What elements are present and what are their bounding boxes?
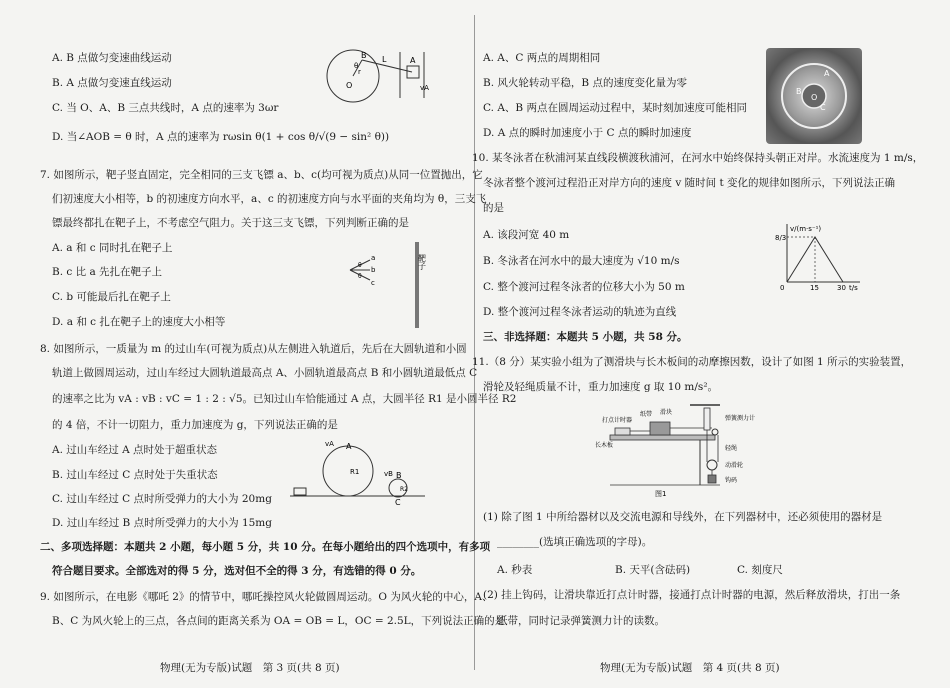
fig9-label-o: O — [811, 93, 818, 102]
fig11-caption: 图1 — [655, 490, 667, 498]
q7-line-1: 7. 如图所示，靶子竖直固定，完全相同的三支飞镖 a、b、c(均可视为质点)从同一位置抛出，它 — [40, 169, 483, 181]
fig8-label-vb: vB — [384, 470, 393, 478]
q8-option-d: D. 过山车经过 B 点时所受弹力的大小为 15mg — [52, 517, 272, 529]
fig11-label-tape: 纸带 — [640, 411, 653, 418]
q9-figure — [766, 48, 862, 144]
q11-part2-line-1: (2) 挂上钩码，让滑块靠近打点计时器，接通打点计时器的电源，然后释放滑块，打出一条 — [483, 589, 901, 601]
q9-line-2: B、C 为风火轮上的三点，各点间的距离关系为 OA = OB = L，OC = 2.5L，下列说法正确的是 — [52, 615, 506, 627]
q9-option-b: B. 风火轮转动平稳，B 点的速度变化量为零 — [483, 77, 687, 89]
q10-line-3: 的是 — [483, 202, 504, 214]
left-footer: 物理(无为专版)试题 第 3 页(共 8 页) — [160, 662, 340, 674]
q11-choice-c: C. 刻度尺 — [737, 564, 783, 576]
q7-option-c: C. b 可能最后扎在靶子上 — [52, 291, 171, 303]
q10-line-2: 冬泳者整个渡河过程沿正对岸方向的速度 v 随时间 t 变化的规律如图所示，下列说法正确 — [483, 177, 896, 189]
q8-line-1: 8. 如图所示，一质量为 m 的过山车(可视为质点)从左侧进入轨道后，先后在大圆轨道和小圆 — [40, 343, 467, 355]
q10-line-1: 10. 某冬泳者在秋浦河某直线段横渡秋浦河，在河水中始终保持头朝正对岸。水流速度为 1 m/s， — [472, 152, 924, 164]
fig6-label-o: O — [346, 81, 353, 90]
fig8-label-va: vA — [325, 440, 334, 448]
fig9-label-a: A — [824, 69, 830, 78]
graph10-xtick-15: 15 — [810, 284, 819, 292]
q7-line-2: 们初速度大小相等，b 的初速度方向水平，a、c 的初速度方向与水平面的夹角均为 θ，三支飞 — [52, 193, 487, 205]
fig7-label-theta-2: θ — [358, 273, 362, 280]
fig7-label-a: a — [371, 254, 376, 262]
wheel-photo — [766, 48, 862, 144]
q11-blank: ________(选填正确选项的字母)。 — [497, 536, 653, 548]
fig7-label-target: 靶子 — [417, 254, 427, 270]
graph10-ylabel: v/(m·s⁻¹) — [790, 225, 822, 233]
q7-line-3: 镖最终都扎在靶子上，不考虑空气阻力。关于这三支飞镖，下列判断正确的是 — [52, 217, 409, 229]
q9-option-a: A. A、C 两点的周期相同 — [483, 52, 601, 64]
q10-option-a: A. 该段河宽 40 m — [483, 229, 570, 241]
q10-option-b: B. 冬泳者在河水中的最大速度为 √10 m/s — [483, 255, 680, 267]
fig8-label-b: B — [396, 471, 402, 480]
q11-part1: (1) 除了图 1 中所给器材以及交流电源和导线外，在下列器材中，还必须使用的器材是 — [483, 511, 883, 523]
section-3-header: 三、非选择题：本题共 5 小题，共 58 分。 — [483, 331, 688, 343]
fig8-label-c: C — [395, 498, 401, 507]
graph10-xtick-0: 0 — [780, 284, 785, 292]
q6-option-d: D. 当∠AOB = θ 时，A 点的速率为 rωsin θ(1 + cos θ/√(9 − sin² θ)) — [52, 131, 390, 143]
fig11-label-slider: 滑块 — [660, 409, 673, 416]
fig9-label-b: B — [796, 87, 802, 96]
fig11-label-timer: 打点计时器 — [602, 417, 633, 424]
q11-choice-b: B. 天平(含砝码) — [615, 564, 691, 576]
fig8-label-a: A — [346, 442, 352, 451]
q8-line-3: 的速率之比为 vA : vB : vC = 1 : 2 : √5。已知过山车恰能通过 A 点，大圆半径 R1 是小圆半径 R2 — [52, 393, 517, 405]
fig6-label-a: A — [410, 56, 416, 65]
fig6-label-r: r — [358, 68, 361, 76]
fig11-label-weight: 钩码 — [725, 477, 738, 484]
q9-line-1: 9. 如图所示，在电影《哪吒 2》的情节中，哪吒操控风火轮做圆周运动。O 为风火轮的中心，A、 — [40, 591, 493, 603]
q8-line-4: 的 4 倍，不计一切阻力，重力加速度为 g，下列说法正确的是 — [52, 419, 338, 431]
graph10-xlabel: t/s — [849, 284, 858, 292]
fig8-label-r1: R1 — [350, 468, 360, 476]
q8-line-2: 轨道上做圆周运动，过山车经过大圆轨道最高点 A、小圆轨道最高点 B 和小圆轨道最低点 C — [52, 367, 478, 379]
right-page — [472, 0, 950, 688]
q8-option-c: C. 过山车经过 C 点时所受弹力的大小为 20mg — [52, 493, 272, 505]
q8-option-a: A. 过山车经过 A 点时处于超重状态 — [52, 444, 218, 456]
q11-line-1: 11.（8 分）某实验小组为了测滑块与长木板间的动摩擦因数，设计了如图 1 所示的实验装置， — [472, 356, 912, 368]
fig7-label-b: b — [371, 266, 376, 274]
q10-graph — [775, 222, 865, 292]
q7-figure — [340, 240, 435, 328]
q9-option-d: D. A 点的瞬时加速度小于 C 点的瞬时加速度 — [483, 127, 692, 139]
q7-option-b: B. c 比 a 先扎在靶子上 — [52, 266, 163, 278]
q10-option-d: D. 整个渡河过程冬泳者运动的轨迹为直线 — [483, 306, 677, 318]
section-2-header-line-1: 二、多项选择题：本题共 2 小题，每小题 5 分，共 10 分。在每小题给出的四个选项中，有多项 — [40, 541, 491, 553]
fig9-label-c: C — [820, 103, 826, 112]
fig6-label-theta: θ — [354, 62, 359, 70]
right-footer: 物理(无为专版)试题 第 4 页(共 8 页) — [600, 662, 780, 674]
q9-option-c: C. A、B 两点在圆周运动过程中，某时刻加速度可能相同 — [483, 102, 747, 114]
graph10-ytick: 8/3 — [775, 234, 787, 242]
q10-option-c: C. 整个渡河过程冬泳者的位移大小为 50 m — [483, 281, 685, 293]
fig6-label-va: vA — [420, 84, 429, 92]
q6-option-b: B. A 点做匀变速直线运动 — [52, 77, 172, 89]
q6-option-c: C. 当 O、A、B 三点共线时，A 点的速率为 3ωr — [52, 102, 279, 114]
fig11-label-rope: 轻绳 — [725, 445, 738, 452]
q11-line-2: 滑轮及轻绳质量不计，重力加速度 g 取 10 m/s²。 — [483, 381, 719, 393]
q8-option-b: B. 过山车经过 C 点时处于失重状态 — [52, 469, 218, 481]
fig11-label-board: 长木板 — [595, 442, 614, 449]
q7-option-d: D. a 和 c 扎在靶子上的速度大小相等 — [52, 316, 226, 328]
fig6-label-l: L — [382, 55, 387, 64]
fig6-label-b: B — [361, 51, 367, 60]
q11-figure — [590, 400, 790, 500]
q11-choice-a: A. 秒表 — [497, 564, 533, 576]
fig7-label-theta-1: θ — [358, 262, 362, 269]
fig11-label-pulley: 动滑轮 — [725, 462, 744, 469]
q8-figure — [290, 438, 430, 508]
q11-part2-line-2: 纸带，同时记录弹簧测力计的读数。 — [497, 615, 665, 627]
fig11-label-spring-scale: 弹簧测力计 — [725, 415, 756, 422]
graph10-xtick-30: 30 — [837, 284, 846, 292]
q6-figure — [320, 48, 440, 108]
q6-option-a: A. B 点做匀变速曲线运动 — [52, 52, 172, 64]
section-2-header-line-2: 符合题目要求。全部选对的得 5 分，选对但不全的得 3 分，有选错的得 0 分。 — [52, 565, 422, 577]
fig8-label-r2: R2 — [400, 486, 408, 493]
fig7-label-c: c — [371, 279, 375, 287]
q7-option-a: A. a 和 c 同时扎在靶子上 — [52, 242, 173, 254]
